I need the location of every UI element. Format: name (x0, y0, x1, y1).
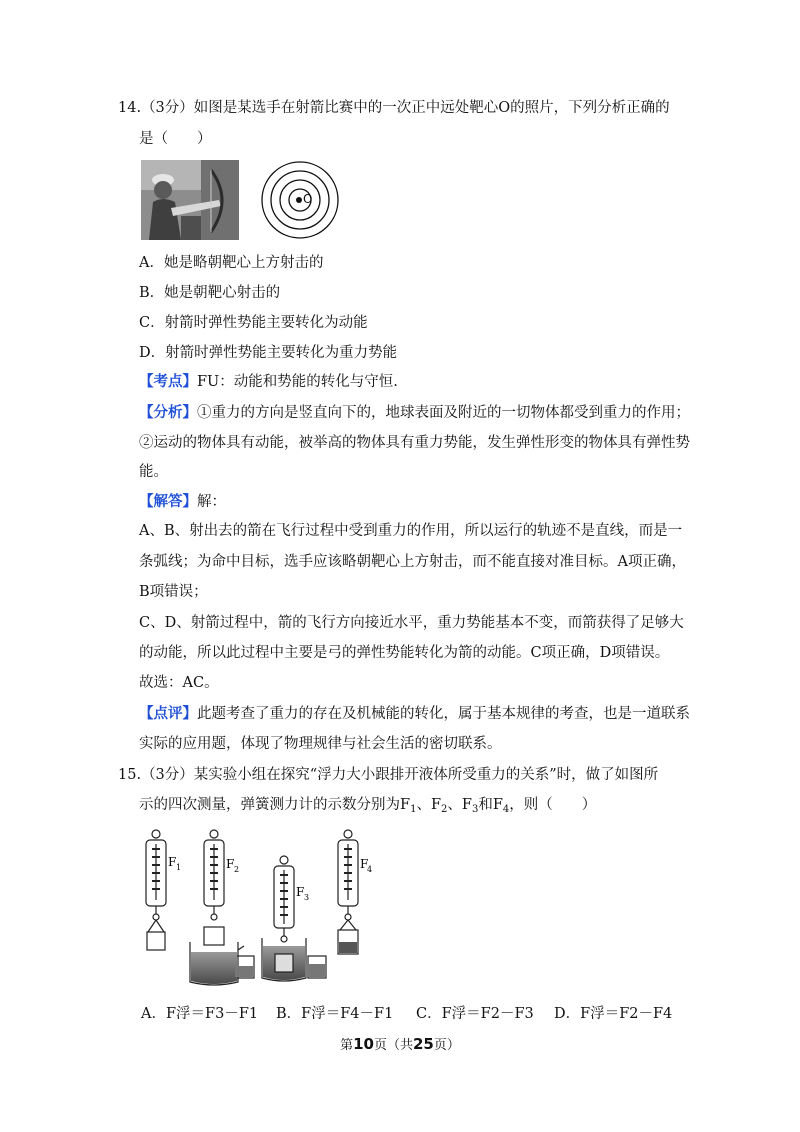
q14-jieda-line5: 的动能，所以此过程中主要是弓的弹性势能转化为箭的动能。C项正确，D项错误。 (139, 645, 670, 661)
fig-sub-2: 2 (234, 865, 240, 874)
q15-option-a-expr: F浮＝F3－F1 (165, 1006, 259, 1022)
q14-kaodian (139, 372, 398, 392)
q15-option-a (141, 1002, 258, 1023)
q15-stem-line2-post: ，则（ ） (509, 797, 597, 813)
q15-option-a-letter: A． (141, 1006, 166, 1022)
footer-mid: 页（共 (373, 1038, 413, 1053)
fenxi-tag: 【分析】 (139, 404, 197, 421)
fig-sub-4: 4 (367, 865, 373, 874)
spring-scale-figure (138, 828, 373, 988)
q14-option-c: C．射箭时弹性势能主要转化为动能 (139, 315, 368, 331)
q15-stem-f2: F (430, 797, 441, 813)
q15-option-c-expr: F浮＝F2－F3 (441, 1006, 534, 1022)
page-footer (0, 1034, 800, 1053)
fig-label-f4: F (360, 857, 369, 871)
kaodian-tag: 【考点】 (139, 373, 197, 390)
archer-photo-image (141, 160, 239, 240)
q15-stem-line2: 示的四次测量，弹簧测力计的示数分别为$F_1$、$F_2$、$F_3$和$F_4$，则（ ） (139, 797, 597, 815)
q14-number: 14. (118, 100, 142, 116)
q15-option-d (554, 1002, 672, 1023)
q14-jieda-head (139, 492, 226, 512)
fig-sub-3: 3 (304, 893, 310, 902)
q14-dianping-line1 (139, 704, 690, 724)
q14-fenxi-line2: ②运动的物体具有动能，被举高的物体具有重力势能，发生弹性形变的物体具有弹性势 (139, 435, 690, 451)
q15-stem-sub2: 2 (441, 804, 448, 815)
q15-option-c-letter: C． (416, 1006, 442, 1022)
q15-stem-sub1: 1 (410, 804, 417, 815)
q15-option-b (276, 1002, 393, 1023)
q15-stem-text: 某实验小组在探究“浮力大小跟排开液体所受重力的关系”时，做了如图所 (193, 767, 659, 783)
q14-jieda-line3: B项错误； (139, 584, 208, 600)
fig-sub-1: 1 (176, 863, 182, 872)
fenxi-text1: ①重力的方向是竖直向下的，地球表面及附近的一切物体都受到重力的作用； (197, 405, 690, 421)
fig-label-f1: F (168, 855, 177, 869)
q14-jieda-line1: A、B、射出去的箭在飞行过程中受到重力的作用，所以运行的轨迹不是直线，而是一 (139, 523, 683, 539)
q15-stem-line1 (118, 765, 658, 785)
kaodian-text: FU：动能和势能的转化与守恒. (197, 374, 398, 390)
q14-stem-line1 (118, 98, 670, 118)
footer-total-pages: 25 (413, 1035, 434, 1053)
fig-label-f2: F (226, 857, 235, 871)
q15-option-c (416, 1002, 534, 1023)
q15-score: （3分） (141, 767, 194, 783)
q15-option-d-letter: D． (554, 1006, 581, 1022)
dianping-text1: 此题考查了重力的存在及机械能的转化，属于基本规律的考查，也是一道联系 (197, 706, 690, 722)
q14-option-b: B．她是朝靶心射击的 (139, 285, 281, 301)
q14-jieda-line4: C、D、射箭过程中，箭的飞行方向接近水平，重力势能基本不变，而箭获得了足够大 (139, 615, 684, 631)
footer-pre: 第 (340, 1038, 354, 1053)
q14-fenxi-line1 (139, 403, 690, 423)
q15-number: 15. (118, 767, 142, 783)
footer-page-number: 10 (353, 1035, 374, 1053)
q15-stem-line2-pre: 示的四次测量，弹簧测力计的示数分别为F (139, 797, 411, 813)
jieda-tag: 【解答】 (139, 493, 197, 510)
fig-label-f3: F (296, 885, 305, 899)
q14-score: （3分） (141, 100, 194, 116)
footer-post: 页） (433, 1038, 460, 1053)
q14-stem-text: 如图是某选手在射箭比赛中的一次正中远处靶心O的照片，下列分析正确的 (193, 100, 670, 116)
q15-stem-f4: F (492, 797, 503, 813)
q15-option-b-letter: B． (276, 1006, 302, 1022)
q15-option-d-expr: F浮＝F2－F4 (580, 1006, 673, 1022)
dianping-tag: 【点评】 (139, 705, 197, 722)
bullseye-icon (258, 158, 342, 242)
q14-jieda-line6: 故选：AC。 (139, 675, 219, 691)
jieda-head-text: 解： (197, 494, 226, 510)
spring-scale-diagram (138, 828, 373, 988)
target-center-label: O (303, 192, 313, 206)
q15-stem-f3: F (461, 797, 472, 813)
target-figure (258, 158, 342, 242)
q14-fenxi-line3: 能。 (139, 464, 168, 480)
q15-option-b-expr: F浮＝F4－F1 (301, 1006, 394, 1022)
q14-option-a: A．她是略朝靶心上方射击的 (139, 255, 324, 271)
q14-dianping-line2: 实际的应用题，体现了物理规律与社会生活的密切联系。 (139, 736, 502, 752)
q14-stem-line2: 是（ ） (139, 131, 212, 147)
q14-jieda-line2: 条弧线；为命中目标，选手应该略朝靶心上方射击，而不能直接对准目标。A项正确， (139, 554, 686, 570)
q15-stem-sub4: 4 (502, 804, 510, 815)
archer-photo (141, 160, 239, 240)
q15-stem-sub3: 3 (471, 804, 479, 815)
q14-option-d: D．射箭时弹性势能主要转化为重力势能 (139, 345, 398, 361)
